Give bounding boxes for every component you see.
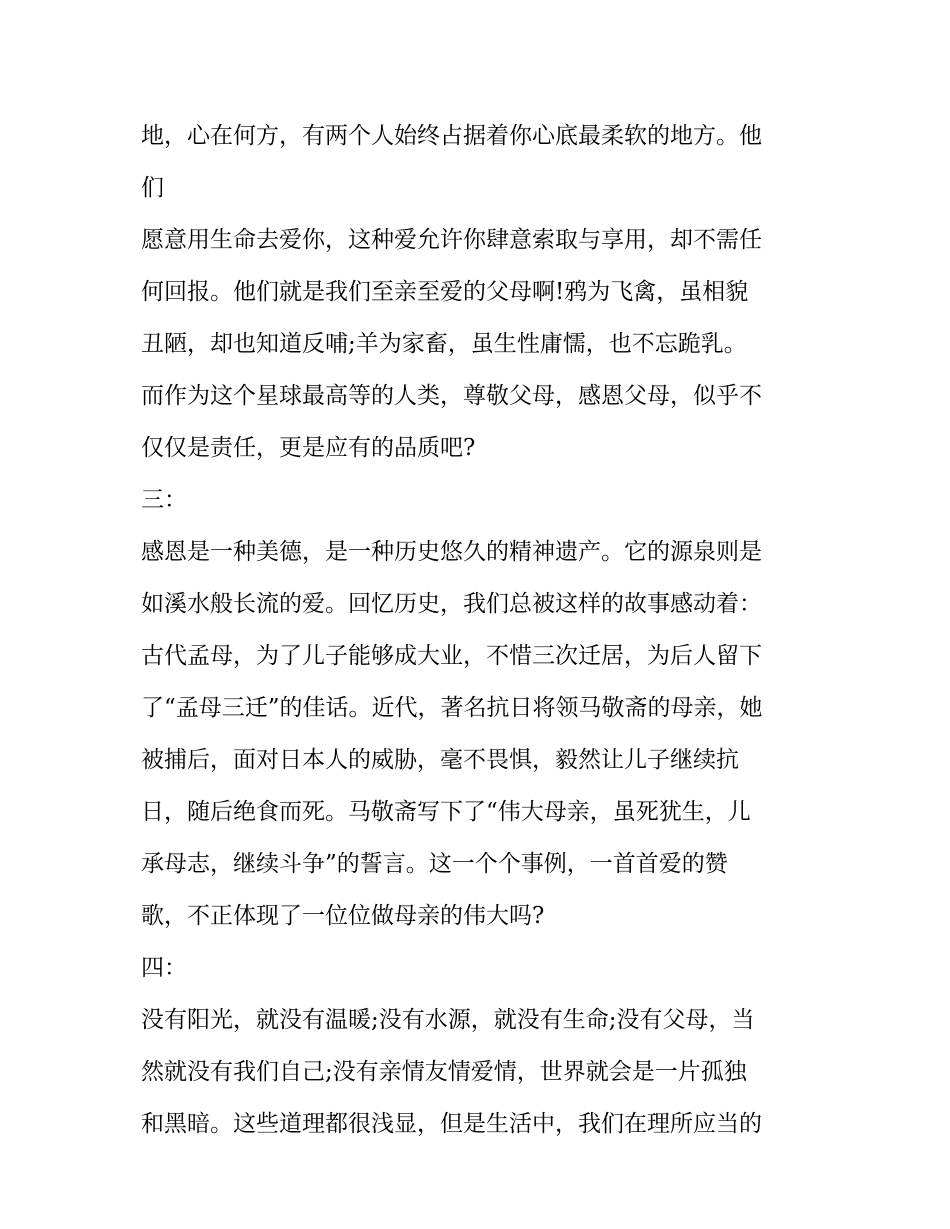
text-line: 地，心在何方，有两个人始终占据着你心底最柔软的地方。他 [141,123,762,149]
text-line: 歌，不正体现了一位位做母亲的伟大吗? [141,903,545,929]
text-line: 感恩是一种美德，是一种历史悠久的精神遗产。它的源泉则是 [141,539,762,565]
text-line: 而作为这个星球最高等的人类，尊敬父母，感恩父母，似乎不 [141,383,762,409]
text-line: 被捕后，面对日本人的威胁，毫不畏惧，毅然让儿子继续抗 [141,747,739,773]
text-line: 了“孟母三迁”的佳话。近代，著名抗日将领马敬斋的母亲，她 [141,695,763,721]
text-line: 仅仅是责任，更是应有的品质吧? [141,435,476,461]
text-line: 丑陋，却也知道反哺;羊为家畜，虽生性庸懦，也不忘跪乳。 [141,331,747,357]
section-heading: 三： [141,487,187,513]
text-line: 如溪水般长流的爱。回忆历史，我们总被这样的故事感动着： [141,591,762,617]
text-line: 古代孟母，为了儿子能够成大业，不惜三次迁居，为后人留下 [141,643,762,669]
text-line: 承母志，继续斗争”的誓言。这一个个事例，一首首爱的赞 [141,851,728,877]
text-line: 没有阳光，就没有温暖;没有水源，就没有生命;没有父母，当 [141,1007,755,1033]
section-heading: 四： [141,955,187,981]
body-text [141,110,821,1150]
text-line: 愿意用生命去爱你，这种爱允许你肆意索取与享用，却不需任 [141,227,762,253]
text-line: 然就没有我们自己;没有亲情友情爱情，世界就会是一片孤独 [141,1059,747,1085]
text-line: 日，随后绝食而死。马敬斋写下了“伟大母亲，虽死犹生，儿 [141,799,751,825]
text-line: 何回报。他们就是我们至亲至爱的父母啊!鸦为飞禽，虽相貌 [141,279,749,305]
text-line: 和黑暗。这些道理都很浅显，但是生活中，我们在理所应当的 [141,1111,762,1137]
text-line: 们 [141,175,164,201]
